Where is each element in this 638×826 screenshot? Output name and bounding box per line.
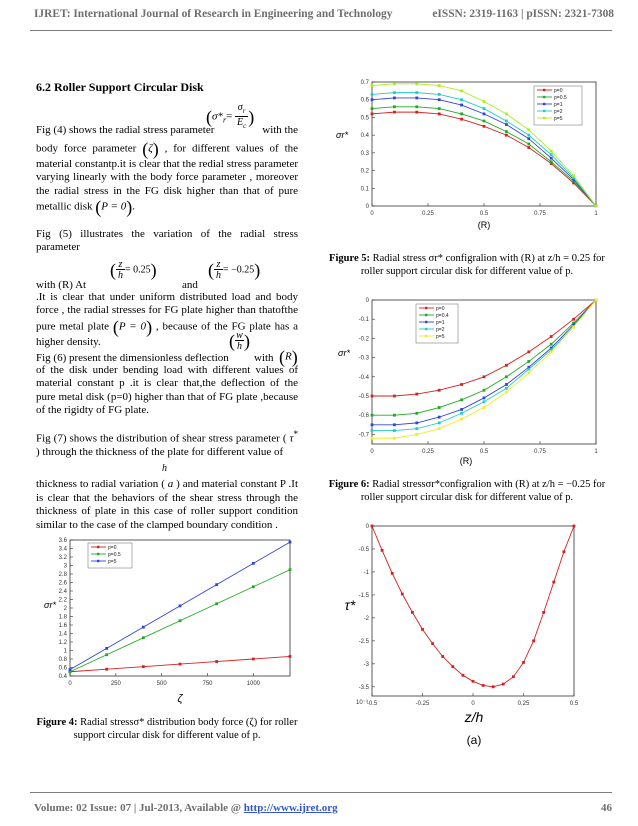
y-tick-label: -0.5 [358,546,369,553]
y-tick-label: 2.4 [58,589,67,595]
header-rule [30,30,612,31]
y-tick-label: -2 [363,615,369,622]
data-point [483,100,486,103]
x-tick-label: 0.75 [534,449,546,455]
y-tick-label: 0.4 [360,133,369,140]
data-point [142,665,145,668]
data-point [460,418,463,421]
data-point [105,653,108,656]
paragraph-1: Fig (4) shows the radial stress parameter ($\sigma*_r= \sigma_r$ $E_c$ ) with the body force parameter (ζ) , for different values of the material constantp.it is clear that the redial stress parameter varying linearly with the body force parameter , moreover the radial stress in the FG disk higher than that of pure metallic disk (P = 0). [36,102,299,218]
y-tick-label: -0.1 [358,317,369,324]
x-axis-label: (R) [477,220,491,230]
legend-label: p=0 [108,545,117,551]
data-point [105,668,108,671]
data-point [505,112,508,115]
p3-text-c: of the disk under bending load with different values of material constant p .it is clear that,the deflection of the pure metal disk (p=0) higher than that of FG plate ,because of the rigidty of FG plate. [36,364,298,417]
data-point [550,350,553,353]
y-tick-label: 0.4 [58,674,67,680]
z-over-h-pos: $(\frac{z}{h}= 0.25)$ [110,258,157,281]
data-point [563,550,566,553]
data-point [415,91,418,94]
data-point [415,82,418,85]
data-point [438,112,441,115]
data-point [69,668,72,671]
data-point [371,112,374,115]
data-point [371,423,374,426]
y-tick-label: 3.2 [58,555,67,561]
data-point [415,427,418,430]
x-axis-label: z/h [464,709,484,725]
data-point [393,91,396,94]
data-point [483,400,486,403]
data-point [438,84,441,87]
legend-marker [425,307,427,309]
data-point [483,125,486,128]
data-point [179,619,182,622]
data-point [142,626,145,629]
data-point [550,343,553,346]
journal-title: IJRET: International Journal of Research in Engineering and Technology [34,8,393,20]
p3-text-b: with [254,352,274,364]
data-point [522,661,525,664]
issn: eISSN: 2319-1163 | pISSN: 2321-7308 [432,8,614,20]
p4-text-b: ) through the thickness of the plate for different value of [36,446,284,459]
data-point [505,134,508,137]
data-point [595,299,598,302]
data-point [505,120,508,123]
legend-marker [543,89,545,91]
y-tick-label: -0.4 [358,374,369,381]
data-point [595,205,598,208]
data-point [438,421,441,424]
data-point [431,642,434,645]
y-tick-label: -1 [363,569,369,576]
p2-text-d: .It is clear that under uniform distributed load and body force , the radial stresses for FG plate higher than thatofthe pure metal plate [36,290,298,333]
legend-marker [425,314,427,316]
data-point [215,660,218,663]
y-tick-label: 0.7 [360,80,369,86]
p4-text-d: ) and material constant P .It is clear that the behaviors of the shear stress through the thickness of plate in this case of roller support condition similar to the case of the clamped boundary condition . [36,478,299,531]
data-point [505,123,508,126]
data-point [393,111,396,114]
data-point [460,104,463,107]
journal-link[interactable]: http://www.ijret.org [243,802,338,814]
figure-5-plot [330,78,606,234]
data-point [393,395,396,398]
y-tick-label: 3.6 [58,538,67,544]
data-point [381,549,384,552]
data-point [527,368,530,371]
x-tick-label: 500 [156,681,167,687]
data-point [573,525,576,528]
data-point [572,174,575,177]
data-point [289,655,292,658]
data-point [401,593,404,596]
data-point [371,395,374,398]
y-tick-label: 0 [365,524,369,530]
legend-marker [543,117,545,119]
data-point [441,655,444,658]
figure-4-caption: Figure 4: Radial stressσ* distribution body force (ζ) for roller support circular disk for different value of p. [36,717,298,741]
legend-marker [425,321,427,323]
y-tick-label: 0 [365,204,369,210]
legend-label: p=0 [436,306,445,312]
data-point [462,674,465,677]
data-point [512,675,515,678]
data-point [393,97,396,100]
data-point [550,335,553,338]
y-tick-label: 2.6 [58,580,67,587]
data-point [142,636,145,639]
data-point [415,433,418,436]
data-point [527,350,530,353]
y-tick-label: 1.2 [58,640,67,646]
legend-label: p=5 [554,116,563,122]
data-point [371,98,374,101]
data-point [415,421,418,424]
z-over-h-neg: $(\frac{z}{h}= -0.25)$ [208,258,261,281]
data-point [483,107,486,110]
footer-rule [30,792,612,793]
legend-marker [543,110,545,112]
p1-text-a: Fig (4) shows the radial stress parameter [36,124,215,136]
figure-5 [330,78,606,234]
data-point [542,611,545,614]
data-point [483,375,486,378]
w-over-h: $(\frac{w}{h})$ [229,330,250,352]
page-number: 46 [601,802,612,814]
data-point [505,130,508,133]
data-point [371,107,374,110]
x-tick-label: -0.5 [366,701,378,707]
x-tick-label: -0.25 [415,701,430,707]
data-point [505,391,508,394]
data-point [438,416,441,419]
data-point [460,398,463,401]
data-point [393,105,396,108]
y-tick-label: -0.5 [358,394,369,400]
x-tick-label: 0 [370,211,374,217]
p4-text-c: thickness to radial variation ( [36,478,165,491]
data-point [215,583,218,586]
data-point [505,383,508,386]
data-point [415,105,418,108]
data-point [451,665,454,668]
paragraph-2: Fig (5) illustrates the variation of the radial stress parameter with (R) At $(\frac{z}{h}= 0.25)$ and $(\frac{z}{h}= -0.25)$ .It is clear that under uniform distributed load and body force , the radial stresses for FG plate higher than thatofthe pure metal plate (P = 0) , because of the FG plate has a higher density. [36,228,299,348]
data-point [460,412,463,415]
p2-text-c: and [182,278,198,291]
data-point [438,406,441,409]
p1-text-c: body force parameter [36,142,137,155]
y-tick-label: 3.4 [58,546,67,553]
legend-marker [97,553,99,555]
legend-label: p=0.5 [108,552,121,558]
y-tick-label: 1.6 [58,623,67,629]
p2-text-b: with (R) At [36,278,87,291]
data-point [252,585,255,588]
data-point [532,639,535,642]
data-point [289,568,292,571]
legend-label: p=2 [436,327,445,333]
x-tick-label: 0.25 [517,701,530,707]
data-point [550,150,553,153]
figure-4-plot [40,536,294,714]
footer [34,802,612,814]
legend-label: p=0.4 [436,313,449,319]
x-tick-label: 0.75 [534,211,546,217]
data-point [472,680,475,683]
data-point [483,112,486,115]
y-tick-label: 1.4 [58,631,67,638]
x-tick-label: 1 [594,211,598,217]
data-point [492,685,495,688]
data-point [215,602,218,605]
p1-text-b: with the [262,124,298,136]
y-tick-label: -0.2 [358,336,369,343]
data-point [289,541,292,544]
data-point [527,137,530,140]
data-point [505,364,508,367]
data-point [393,429,396,432]
data-point [415,97,418,100]
subfigure-label: (a) [466,733,482,747]
data-point [393,414,396,417]
data-point [460,408,463,411]
y-tick-label: -1.5 [358,592,369,599]
x-tick-label: 750 [202,681,213,687]
y-tick-label: -3.5 [358,684,369,691]
figure-6 [330,292,606,470]
data-point [105,647,108,650]
legend-label: p=5 [108,559,117,565]
y-tick-label: -3 [363,661,369,668]
x-tick-label: 250 [110,681,121,687]
data-point [371,525,374,528]
p2-text-e: , because of the FG plate has a higher density. [36,320,299,348]
data-point [460,89,463,92]
data-point [421,628,424,631]
data-point [502,683,505,686]
x-axis-label: ζ [177,693,183,705]
legend-label: p=1 [554,102,563,108]
data-point [179,604,182,607]
running-header [34,8,614,20]
figure-5-caption: Figure 5: Radial stress σr* configralion with (R) at z/h = 0.25 for roller support circular disk for different value of p. [329,253,605,277]
radial-stress-formula: ($\sigma*_r= \sigma_r$ $E_c$ ) [206,102,255,130]
data-point [252,562,255,565]
y-tick-label: 2.8 [58,572,67,578]
x-axis-label: (R) [459,456,473,466]
data-point [483,120,486,123]
data-point [438,389,441,392]
y-axis-label: σr* [336,130,348,140]
data-point [527,146,530,149]
x-tick-label: 0 [370,449,374,455]
x-tick-label: 0 [68,681,72,687]
x-tick-label: 1 [594,449,598,455]
y-tick-label: 2.2 [58,597,67,604]
p4-text-a: Fig (7) shows the distribution of shear stress parameter ( [36,432,287,445]
data-point [483,397,486,400]
y-tick-label: 2 [63,606,67,612]
paragraph-3: Fig (6) present the dimensionless deflection $(\frac{w}{h})$ with (R) of the disk under bending load with different values of material constant p .it is clear that,the deflection of the pure metal disk (p=0) higher than that of FG plate ,because of the rigidty of FG plate. [36,330,298,417]
y-tick-label: 0.5 [360,115,369,122]
x-tick-label: 0.5 [479,211,489,217]
data-point [460,98,463,101]
y-tick-label: 0.8 [58,657,67,663]
legend-label: p=0.5 [554,95,567,101]
data-point [415,111,418,114]
legend-marker [543,96,545,98]
y-tick-label: 1 [63,648,67,655]
footer-volume: Volume: 02 Issue: 07 | Jul-2013, Available @ [34,802,244,814]
data-point [371,429,374,432]
data-point [552,581,555,584]
figure-4 [40,536,294,714]
figure-6-plot [330,292,606,470]
legend-marker [543,103,545,105]
data-point [572,318,575,321]
y-tick-label: 0 [365,298,369,304]
legend-marker [425,335,427,337]
y-tick-label: 3 [63,563,67,570]
legend-label: p=1 [436,320,445,326]
data-point [527,134,530,137]
x-tick-label: 0.25 [422,449,434,455]
data-point [371,93,374,96]
y-tick-label: 0.6 [58,665,67,672]
data-point [393,423,396,426]
data-point [527,128,530,131]
data-point [483,406,486,409]
x-tick-label: 0.5 [479,449,489,455]
y-tick-label: 0.6 [360,97,369,104]
y-tick-label: 0.3 [360,150,369,157]
legend-label: p=2 [554,109,563,115]
data-point [527,360,530,363]
data-point [505,387,508,390]
y-tick-label: -0.6 [358,413,369,420]
data-point [527,143,530,146]
x-tick-label: 1000 [246,681,261,687]
y-tick-label: 1.8 [58,614,67,621]
y-tick-label: -0.7 [358,432,369,439]
data-point [460,112,463,115]
data-point [371,414,374,417]
legend-label: p=5 [436,334,445,340]
figure-7-plot [330,518,606,758]
h-over-a-num: h [162,463,167,475]
y-axis-label: σr* [338,348,350,358]
legend-marker [425,328,427,330]
data-point [393,82,396,85]
data-point [415,412,418,415]
data-point [527,372,530,375]
data-point [415,393,418,396]
data-point [411,611,414,614]
p1-text-d: , for different values of the material constantp.it is clear that the redial stress parameter varying linearly with the body force parameter , moreover the radial stress in the FG disk higher than that of pure metallic disk [36,142,299,213]
zeta-symbol: ζ [148,142,153,155]
plot-frame [372,300,596,444]
p3-text-a: Fig (6) present the dimensionless deflection [36,352,229,364]
data-point [460,383,463,386]
figure-6-caption: Figure 6: Radial stressσr*configralion with (R) at z/h = −0.25 for roller support circular disk for different value of p. [328,479,606,503]
data-point [505,375,508,378]
exponent-label: 10⁻³ [356,700,368,706]
y-axis-label: σr* [44,600,56,610]
x-tick-label: 0.25 [422,211,434,217]
data-point [252,658,255,661]
data-point [550,153,553,156]
data-point [550,160,553,163]
legend-label: p=0 [554,88,563,94]
data-point [483,389,486,392]
legend-marker [97,560,99,562]
data-point [391,572,394,575]
p-zero: P = 0 [101,200,127,213]
x-tick-label: 0 [471,701,475,707]
data-point [438,107,441,110]
data-point [438,98,441,101]
data-point [460,118,463,121]
p2-text-a: Fig (5) illustrates the variation of the radial stress parameter [36,228,298,254]
data-point [572,325,575,328]
data-point [371,437,374,440]
data-point [482,684,485,687]
section-title: 6.2 Roller Support Circular Disk [36,80,204,94]
data-point [371,84,374,87]
y-tick-label: 0.2 [360,168,369,175]
data-point [438,427,441,430]
figure-7 [330,518,606,758]
y-tick-label: 0.1 [360,186,369,193]
data-point [179,663,182,666]
y-tick-label: -2.5 [358,638,369,645]
data-point [393,437,396,440]
data-point [438,93,441,96]
y-axis-label: τ* [344,597,356,613]
paragraph-4: Fig (7) shows the distribution of shear stress parameter ( τ* ) through the thickness of the plate for different value of h thickness to radial variation ( a ) and material constant P .It is clear that the behaviors of the shear stress through the thickness of plate in this case of roller support condition similar to the case of the clamped boundary condition . [36,429,299,531]
data-point [550,157,553,160]
x-tick-label: 0.5 [569,701,579,707]
legend-marker [97,546,99,548]
y-tick-label: -0.3 [358,355,369,362]
